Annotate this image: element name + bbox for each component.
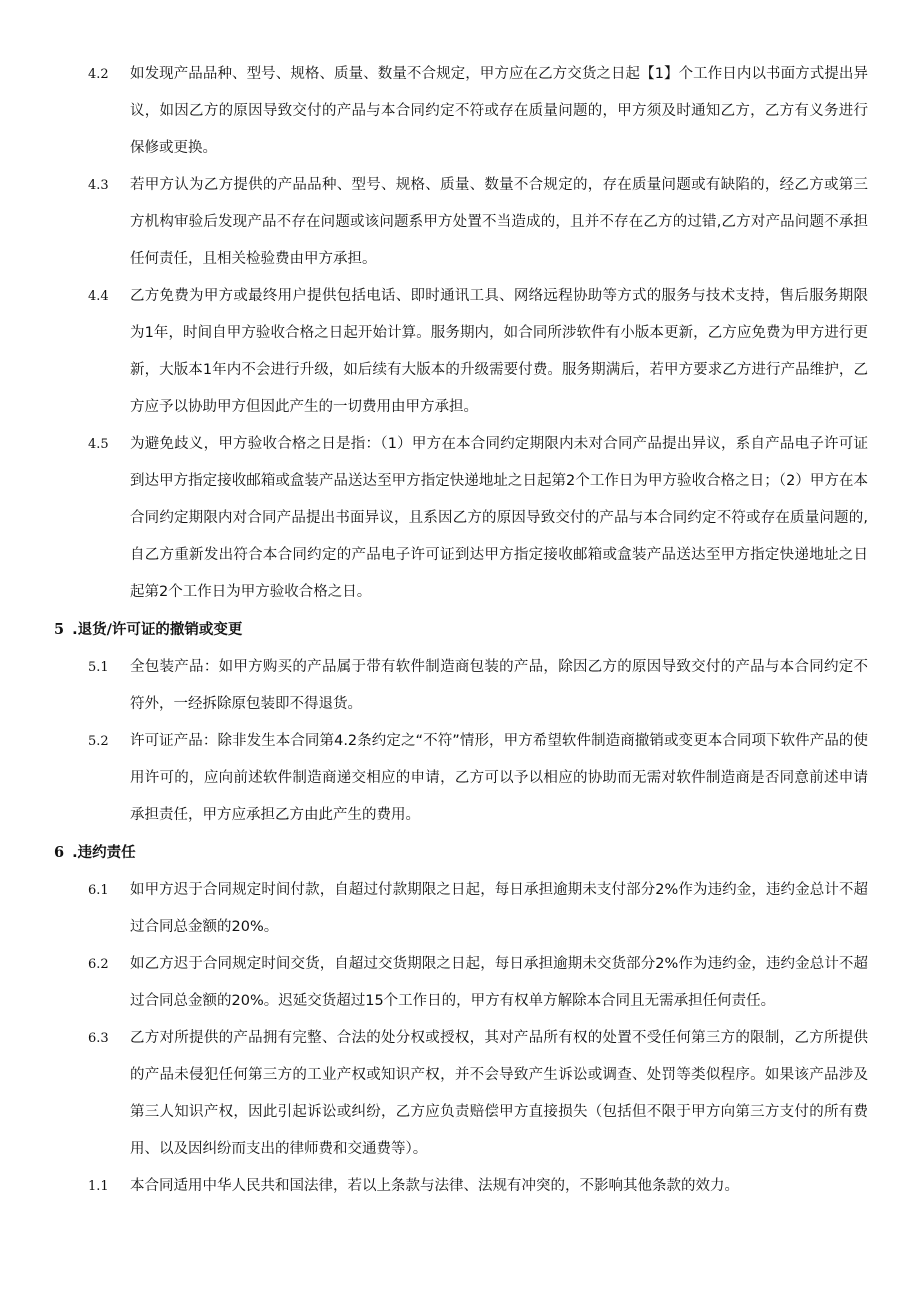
clause-number: 1.1 (88, 1179, 109, 1194)
clause-1-1 (88, 1168, 868, 1205)
section-title: .退货/许可证的撤销或变更 (72, 622, 243, 638)
clause-text: 全包装产品：如甲方购买的产品属于带有软件制造商包装的产品，除因乙方的原因导致交付的产品与本合同约定不符外，一经拆除原包装即不得退货。 (130, 659, 868, 712)
section-heading-5 (54, 611, 920, 649)
clause-text: 如乙方迟于合同规定时间交货，自超过交货期限之日起，每日承担逾期未交货部分2%作为违约金，违约金总计不超过合同总金额的20%。迟延交货超过15个工作日的，甲方有权单方解除本合同且无需承担任何责任。 (130, 956, 868, 1009)
clause-number: 6.3 (88, 1031, 109, 1046)
section-title: .违约责任 (72, 845, 136, 861)
clause-4-3 (88, 167, 868, 278)
clause-text: 乙方免费为甲方或最终用户提供包括电话、即时通讯工具、网络远程协助等方式的服务与技术支持，售后服务期限为1年，时间自甲方验收合格之日起开始计算。服务期内，如合同所涉软件有小版本更新，乙方应免费为甲方进行更新，大版本1年内不会进行升级，如后续有大版本的升级需要付费。服务期满后，若甲方要求乙方进行产品维护，乙方应予以协助甲方但因此产生的一切费用由甲方承担。 (130, 288, 868, 415)
clause-4-4 (88, 278, 868, 426)
clause-text: 若甲方认为乙方提供的产品品种、型号、规格、质量、数量不合规定的，存在质量问题或有缺陷的，经乙方或第三方机构审验后发现产品不存在问题或该问题系甲方处置不当造成的，且并不存在乙方的过错,乙方对产品问题不承担任何责任，且相关检验费由甲方承担。 (130, 177, 868, 267)
clause-text: 许可证产品：除非发生本合同第4.2条约定之“不符”情形，甲方希望软件制造商撤销或变更本合同项下软件产品的使用许可的，应向前述软件制造商递交相应的申请，乙方可以予以相应的协助而无需对软件制造商是否同意前述申请承担责任，甲方应承担乙方由此产生的费用。 (130, 733, 868, 823)
clause-number: 4.2 (88, 67, 109, 82)
clause-text: 为避免歧义，甲方验收合格之日是指：（1）甲方在本合同约定期限内未对合同产品提出异议，系自产品电子许可证到达甲方指定接收邮箱或盒装产品送达至甲方指定快递地址之日起第2个工作日为甲方验收合格之日；（2）甲方在本合同约定期限内对合同产品提出书面异议，且系因乙方的原因导致交付的产品与本合同约定不符或存在质量问题的,自乙方重新发出符合本合同约定的产品电子许可证到达甲方指定接收邮箱或盒装产品送达至甲方指定快递地址之日起第2个工作日为甲方验收合格之日。 (130, 436, 868, 600)
section-heading-6 (54, 834, 920, 872)
clause-text: 如发现产品品种、型号、规格、质量、数量不合规定，甲方应在乙方交货之日起【1】个工作日内以书面方式提出异议，如因乙方的原因导致交付的产品与本合同约定不符或存在质量问题的，甲方须及时通知乙方，乙方有义务进行保修或更换。 (130, 66, 868, 156)
clause-number: 6.2 (88, 957, 109, 972)
clause-text: 本合同适用中华人民共和国法律，若以上条款与法律、法规有冲突的，不影响其他条款的效力。 (130, 1178, 739, 1194)
clause-6-2 (88, 946, 868, 1020)
section-number: 6 (54, 844, 65, 861)
clause-6-1 (88, 872, 868, 946)
section-number: 5 (54, 621, 65, 638)
clause-number: 6.1 (88, 883, 109, 898)
clause-5-2 (88, 723, 868, 834)
clause-text: 乙方对所提供的产品拥有完整、合法的处分权或授权，其对产品所有权的处置不受任何第三方的限制，乙方所提供的产品未侵犯任何第三方的工业产权或知识产权，并不会导致产生诉讼或调查、处罚等类似程序。如果该产品涉及第三人知识产权，因此引起诉讼或纠纷，乙方应负责赔偿甲方直接损失（包括但不限于甲方向第三方支付的所有费用、以及因纠纷而支出的律师费和交通费等）。 (130, 1030, 868, 1157)
clause-number: 4.3 (88, 178, 109, 193)
document-page (0, 56, 920, 1205)
clause-text: 如甲方迟于合同规定时间付款，自超过付款期限之日起，每日承担逾期未支付部分2%作为违约金，违约金总计不超过合同总金额的20%。 (130, 882, 868, 935)
clause-number: 5.1 (88, 660, 109, 675)
clause-4-5 (88, 426, 868, 611)
clause-4-2 (88, 56, 868, 167)
clause-6-3 (88, 1020, 868, 1168)
clause-5-1 (88, 649, 868, 723)
clause-number: 4.5 (88, 437, 109, 452)
clause-number: 5.2 (88, 734, 109, 749)
clause-number: 4.4 (88, 289, 109, 304)
